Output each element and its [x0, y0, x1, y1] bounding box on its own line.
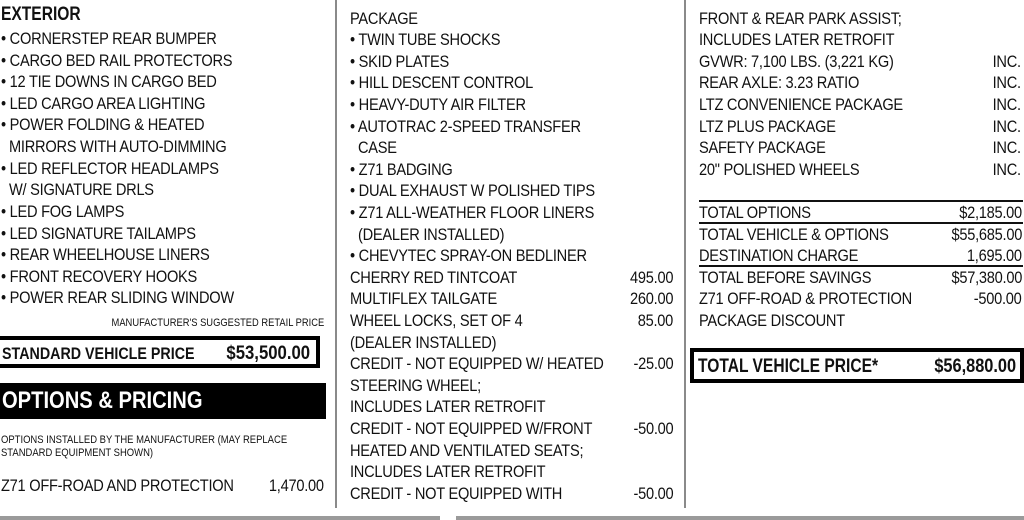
equipment-item: • LED SIGNATURE TAILAMPS	[1, 224, 196, 243]
destination-charge-label: DESTINATION CHARGE	[699, 246, 859, 265]
standard-vehicle-price-value: $53,500.00	[226, 343, 310, 364]
option-line: SAFETY PACKAGE	[699, 138, 826, 157]
option-price: INC.	[992, 117, 1021, 136]
column-divider	[684, 0, 686, 508]
option-price: 260.00	[629, 289, 673, 308]
standard-vehicle-price-box	[0, 336, 320, 368]
equipment-item: • CORNERSTEP REAR BUMPER	[1, 29, 217, 48]
option-line: FRONT & REAR PARK ASSIST;	[699, 9, 902, 28]
option-line: INCLUDES LATER RETROFIT	[699, 30, 895, 49]
option-line: GVWR: 7,100 LBS. (3,221 KG)	[699, 52, 894, 71]
equipment-item: • 12 TIE DOWNS IN CARGO BED	[1, 72, 217, 91]
option-item-label: Z71 OFF-ROAD AND PROTECTION	[1, 476, 234, 495]
option-line: (DEALER INSTALLED)	[358, 225, 505, 244]
equipment-item: • REAR WHEELHOUSE LINERS	[1, 245, 210, 264]
option-line: PACKAGE	[350, 9, 418, 28]
bottom-border	[0, 516, 1024, 520]
option-price: INC.	[992, 138, 1021, 157]
option-line: HEATED AND VENTILATED SEATS;	[350, 441, 584, 460]
option-line: INCLUDES LATER RETROFIT	[350, 462, 546, 481]
package-discount-label-continued: PACKAGE DISCOUNT	[699, 311, 845, 330]
option-price: INC.	[992, 95, 1021, 114]
option-line: CASE	[358, 138, 397, 157]
option-line: INCLUDES LATER RETROFIT	[350, 397, 546, 416]
option-line: • CHEVYTEC SPRAY-ON BEDLINER	[350, 246, 587, 265]
option-line: STEERING WHEEL;	[350, 376, 481, 395]
option-line: WHEEL LOCKS, SET OF 4	[350, 311, 523, 330]
total-vehicle-options-label: TOTAL VEHICLE & OPTIONS	[699, 225, 889, 244]
total-before-savings-value: $57,380.00	[951, 268, 1022, 287]
equipment-item-continued: MIRRORS WITH AUTO-DIMMING	[9, 137, 227, 156]
bottom-border-gap	[440, 516, 456, 520]
column-divider	[335, 0, 337, 508]
option-line: CHERRY RED TINTCOAT	[350, 268, 518, 287]
option-line: • Z71 BADGING	[350, 160, 453, 179]
option-line: • SKID PLATES	[350, 52, 449, 71]
equipment-item: • POWER REAR SLIDING WINDOW	[1, 288, 234, 307]
total-before-savings-label: TOTAL BEFORE SAVINGS	[699, 268, 872, 287]
option-line: CREDIT - NOT EQUIPPED W/FRONT	[350, 419, 593, 438]
option-line: • DUAL EXHAUST W POLISHED TIPS	[350, 181, 595, 200]
destination-charge-value: 1,695.00	[967, 246, 1022, 265]
options-note: OPTIONS INSTALLED BY THE MANUFACTURER (MAY REPLACE STANDARD EQUIPMENT SHOWN)	[1, 434, 288, 459]
total-vehicle-price-box	[690, 348, 1024, 383]
option-line: • HEAVY-DUTY AIR FILTER	[350, 95, 526, 114]
option-price: 495.00	[629, 268, 673, 287]
equipment-item: • LED CARGO AREA LIGHTING	[1, 94, 206, 113]
option-price: -25.00	[633, 354, 673, 373]
equipment-item: • FRONT RECOVERY HOOKS	[1, 267, 198, 286]
total-vehicle-price-label: TOTAL VEHICLE PRICE*	[698, 356, 879, 377]
option-price: INC.	[992, 160, 1021, 179]
standard-vehicle-price-label: STANDARD VEHICLE PRICE	[2, 344, 195, 363]
option-price: INC.	[992, 52, 1021, 71]
option-line: CREDIT - NOT EQUIPPED W/ HEATED	[350, 354, 604, 373]
option-line: • Z71 ALL-WEATHER FLOOR LINERS	[350, 203, 595, 222]
section-heading-exterior: EXTERIOR	[1, 4, 81, 25]
option-line: CREDIT - NOT EQUIPPED WITH	[350, 484, 563, 503]
msrp-label: MANUFACTURER'S SUGGESTED RETAIL PRICE	[111, 317, 324, 329]
total-vehicle-price-value: $56,880.00	[934, 356, 1016, 377]
total-vehicle-options-value: $55,685.00	[951, 225, 1022, 244]
equipment-item: • LED FOG LAMPS	[1, 202, 125, 221]
option-line: • TWIN TUBE SHOCKS	[350, 30, 501, 49]
equipment-item: • POWER FOLDING & HEATED	[1, 115, 205, 134]
equipment-item: • CARGO BED RAIL PROTECTORS	[1, 51, 233, 70]
total-options-label: TOTAL OPTIONS	[699, 203, 811, 222]
option-line: • AUTOTRAC 2-SPEED TRANSFER	[350, 117, 581, 136]
package-discount-label: Z71 OFF-ROAD & PROTECTION	[699, 289, 912, 308]
option-line: MULTIFLEX TAILGATE	[350, 289, 498, 308]
equipment-item: • LED REFLECTOR HEADLAMPS	[1, 159, 219, 178]
option-price: INC.	[992, 73, 1021, 92]
option-price: -50.00	[633, 419, 673, 438]
option-line: (DEALER INSTALLED)	[350, 333, 497, 352]
option-price: -50.00	[633, 484, 673, 503]
option-line: LTZ PLUS PACKAGE	[699, 117, 836, 136]
options-pricing-banner: OPTIONS & PRICING	[0, 383, 326, 419]
equipment-item-continued: W/ SIGNATURE DRLS	[9, 180, 154, 199]
total-options-value: $2,185.00	[959, 203, 1022, 222]
option-line: REAR AXLE: 3.23 RATIO	[699, 73, 860, 92]
option-price: 85.00	[637, 311, 673, 330]
option-line: LTZ CONVENIENCE PACKAGE	[699, 95, 903, 114]
option-item-price: 1,470.00	[269, 476, 324, 495]
option-line: 20" POLISHED WHEELS	[699, 160, 860, 179]
package-discount-value: -500.00	[974, 289, 1022, 308]
option-line: • HILL DESCENT CONTROL	[350, 73, 534, 92]
